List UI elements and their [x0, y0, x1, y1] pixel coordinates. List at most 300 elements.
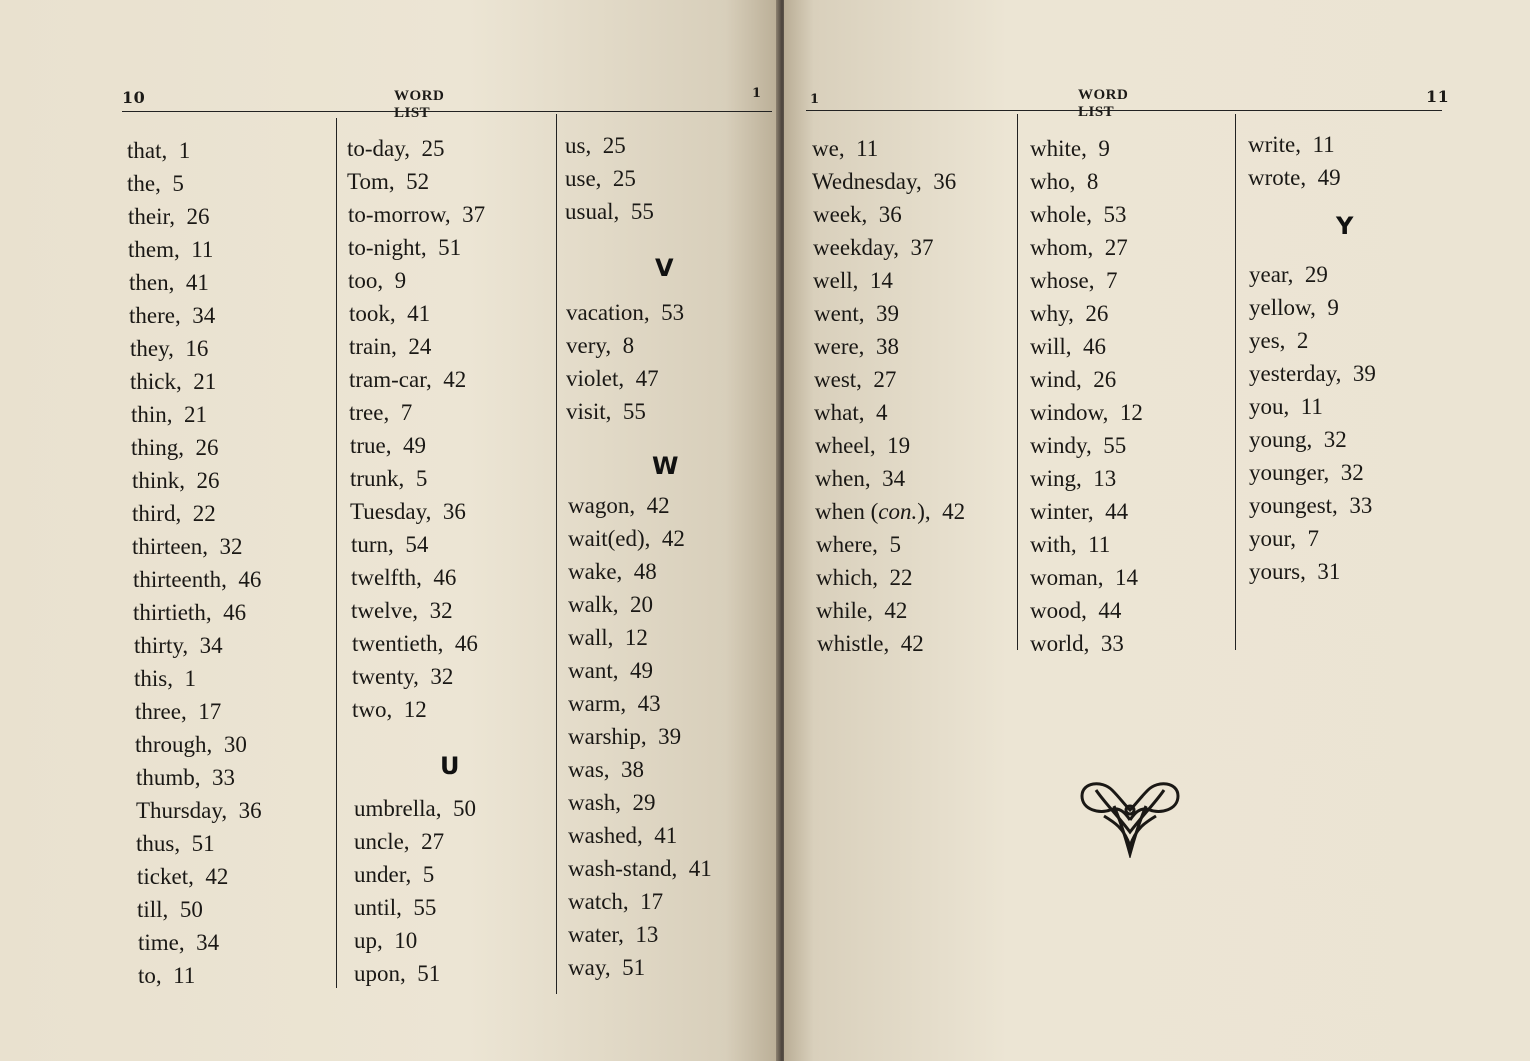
- entry-page-ref: 42: [900, 631, 924, 656]
- column-divider: [1235, 114, 1236, 650]
- entry-page-ref: 5: [889, 532, 901, 557]
- word-entry: [133, 600, 246, 626]
- entry-page-ref: 9: [1098, 136, 1110, 161]
- entry-word: up,: [354, 928, 383, 953]
- entry-page-ref: 53: [661, 300, 685, 325]
- word-entry: [135, 699, 221, 725]
- entry-page-ref: 49: [1317, 165, 1341, 190]
- word-entry: [137, 864, 228, 890]
- entry-word: wing,: [1030, 466, 1082, 491]
- word-entry: [1030, 301, 1108, 327]
- entry-word: three,: [135, 699, 187, 724]
- word-entry: [138, 930, 219, 956]
- entry-word: trunk,: [350, 466, 405, 491]
- entry-page-ref: 2: [1296, 328, 1309, 353]
- word-entry: [129, 303, 215, 329]
- entry-word: twelve,: [351, 598, 419, 623]
- entry-word: walk,: [568, 592, 619, 617]
- entry-page-ref: 46: [433, 565, 457, 590]
- entry-page-ref: 21: [193, 369, 217, 394]
- entry-word: water,: [568, 922, 624, 947]
- entry-word: your,: [1249, 526, 1296, 551]
- entry-page-ref: 55: [630, 199, 654, 224]
- entry-word: thin,: [131, 402, 173, 427]
- entry-word: whole,: [1030, 202, 1092, 227]
- entry-word: youngest,: [1249, 493, 1338, 518]
- entry-page-ref: 42: [443, 367, 467, 392]
- word-entry: [566, 366, 659, 392]
- entry-word: this,: [134, 666, 173, 691]
- word-entry: [568, 856, 712, 882]
- word-entry: [815, 466, 905, 492]
- word-entry: [354, 829, 444, 855]
- word-entry: [131, 435, 219, 461]
- word-entry: [135, 732, 247, 758]
- entry-word: watch,: [568, 889, 629, 914]
- entry-page-ref: 14: [869, 268, 893, 293]
- entry-page-ref: 8: [622, 333, 635, 358]
- entry-page-ref: 46: [223, 600, 247, 625]
- entry-page-ref: 14: [1114, 565, 1138, 590]
- entry-word: when,: [815, 466, 871, 491]
- entry-page-ref: 39: [658, 724, 682, 749]
- word-entry: [568, 526, 685, 552]
- entry-page-ref: 16: [185, 336, 209, 361]
- signature-mark: 1: [810, 92, 820, 107]
- entry-page-ref: 38: [875, 334, 899, 359]
- entry-word: wrote,: [1248, 165, 1307, 190]
- word-entry: [1030, 466, 1116, 492]
- entry-page-ref: 42: [661, 526, 685, 551]
- entry-page-ref: 49: [403, 433, 427, 458]
- word-entry: [1030, 202, 1126, 228]
- entry-word: umbrella,: [354, 796, 442, 821]
- word-entry: [568, 757, 644, 783]
- word-entry: [352, 664, 453, 690]
- entry-page-ref: 41: [688, 856, 712, 881]
- entry-page-ref: 27: [421, 829, 445, 854]
- word-entry: [349, 367, 466, 393]
- word-entry: [814, 400, 887, 426]
- entry-page-ref: 20: [629, 592, 653, 617]
- entry-word: to-day,: [347, 136, 411, 161]
- word-entry: [350, 466, 427, 492]
- entry-page-ref: 41: [654, 823, 678, 848]
- word-entry: [131, 402, 207, 428]
- entry-page-ref: 29: [632, 790, 656, 815]
- word-entry: [568, 592, 653, 618]
- entry-page-ref: 33: [1100, 631, 1124, 656]
- entry-word: then,: [129, 270, 175, 295]
- entry-page-ref: 37: [910, 235, 934, 260]
- entry-page-ref: 38: [621, 757, 645, 782]
- entry-word: well,: [813, 268, 859, 293]
- entry-page-ref: 41: [185, 270, 209, 295]
- entry-word: which,: [816, 565, 878, 590]
- entry-word: ticket,: [137, 864, 194, 889]
- entry-page-ref: 48: [633, 559, 657, 584]
- section-letter: V: [655, 254, 674, 282]
- word-entry: [814, 334, 899, 360]
- entry-page-ref: 4: [875, 400, 888, 425]
- word-entry: [1030, 598, 1121, 624]
- word-entry: [1249, 262, 1328, 288]
- entry-word: winter,: [1030, 499, 1094, 524]
- column-divider: [1017, 114, 1018, 650]
- word-entry: [568, 823, 677, 849]
- word-entry: [565, 166, 636, 192]
- entry-word: wall,: [568, 625, 614, 650]
- entry-word: was,: [568, 757, 610, 782]
- entry-page-ref: 17: [198, 699, 222, 724]
- entry-word: yesterday,: [1249, 361, 1342, 386]
- entry-page-ref: 46: [454, 631, 478, 656]
- entry-page-ref: 34: [192, 303, 216, 328]
- entry-page-ref: 51: [417, 961, 441, 986]
- word-entry: [568, 691, 661, 717]
- word-entry: [1030, 268, 1118, 294]
- word-entry: [812, 136, 878, 162]
- entry-word: thick,: [130, 369, 182, 394]
- entry-word: under,: [354, 862, 412, 887]
- entry-word: young,: [1249, 427, 1313, 452]
- entry-page-ref: 5: [415, 466, 428, 491]
- word-entry: [1249, 427, 1347, 453]
- entry-page-ref: 19: [887, 433, 911, 458]
- entry-page-ref: 34: [196, 930, 220, 955]
- entry-word: white,: [1030, 136, 1087, 161]
- entry-word: vacation,: [566, 300, 650, 325]
- word-entry: [1249, 460, 1364, 486]
- entry-word: thus,: [136, 831, 181, 856]
- entry-word: wake,: [568, 559, 623, 584]
- entry-word: woman,: [1030, 565, 1104, 590]
- word-entry: [127, 171, 184, 197]
- word-entry: [1030, 136, 1110, 162]
- word-entry: [566, 399, 646, 425]
- word-entry: [813, 268, 893, 294]
- entry-page-ref: 50: [179, 897, 203, 922]
- entry-word: two,: [352, 697, 393, 722]
- word-entry: [817, 631, 924, 657]
- entry-word: week,: [813, 202, 868, 227]
- word-entry: [350, 499, 466, 525]
- entry-word: warship,: [568, 724, 647, 749]
- word-entry: [351, 532, 428, 558]
- entry-word: warm,: [568, 691, 627, 716]
- entry-page-ref: 55: [622, 399, 646, 424]
- word-entry: [566, 300, 684, 326]
- entry-page-ref: 44: [1105, 499, 1129, 524]
- word-entry: [354, 895, 436, 921]
- word-entry: [568, 889, 663, 915]
- entry-word: third,: [132, 501, 182, 526]
- entry-page-ref: 13: [635, 922, 659, 947]
- entry-word: that,: [127, 138, 168, 163]
- entry-word: too,: [348, 268, 384, 293]
- entry-word: write,: [1248, 132, 1302, 157]
- entry-word: yellow,: [1249, 295, 1316, 320]
- entry-page-ref: 36: [878, 202, 902, 227]
- word-entry: [568, 625, 648, 651]
- entry-page-ref: 46: [1083, 334, 1107, 359]
- entry-page-ref: 51: [622, 955, 646, 980]
- word-entry: [1249, 295, 1339, 321]
- word-entry: [1030, 367, 1116, 393]
- entry-word: whom,: [1030, 235, 1094, 260]
- word-entry: [1030, 565, 1138, 591]
- entry-word: wagon,: [568, 493, 636, 518]
- word-entry: [1030, 169, 1098, 195]
- entry-word: thirty,: [134, 633, 189, 658]
- entry-word: us,: [565, 133, 592, 158]
- entry-page-ref: 11: [1312, 132, 1335, 157]
- entry-word: with,: [1030, 532, 1077, 557]
- word-entry: [568, 790, 656, 816]
- entry-page-ref: 32: [1340, 460, 1364, 485]
- entry-word: way,: [568, 955, 611, 980]
- word-entry: [816, 532, 901, 558]
- word-entry: [568, 922, 658, 948]
- entry-word: where,: [816, 532, 878, 557]
- entry-word: wood,: [1030, 598, 1087, 623]
- word-entry: [352, 631, 478, 657]
- entry-page-ref: 1: [178, 138, 191, 163]
- word-entry: [1030, 532, 1110, 558]
- entry-word: whose,: [1030, 268, 1095, 293]
- entry-page-ref: 11: [173, 963, 196, 988]
- entry-word: Tom,: [347, 169, 395, 194]
- word-entry: [354, 961, 440, 987]
- word-entry: [1030, 235, 1128, 261]
- entry-page-ref: 27: [873, 367, 897, 392]
- word-entry: [816, 598, 907, 624]
- entry-word: what,: [814, 400, 865, 425]
- entry-word: Wednesday,: [812, 169, 922, 194]
- entry-page-ref: 22: [192, 501, 216, 526]
- entry-word: their,: [128, 204, 175, 229]
- word-entry: [349, 334, 431, 360]
- word-entry: [129, 270, 209, 296]
- entry-word: twenty,: [352, 664, 419, 689]
- entry-page-ref: 55: [413, 895, 437, 920]
- entry-page-ref: 1: [184, 666, 196, 691]
- entry-word: thumb,: [136, 765, 201, 790]
- entry-page-ref: 21: [184, 402, 208, 427]
- word-entry: [568, 658, 653, 684]
- entry-word: the,: [127, 171, 161, 196]
- entry-word: went,: [814, 301, 865, 326]
- entry-word: wheel,: [815, 433, 876, 458]
- word-entry: [138, 963, 195, 989]
- entry-word: to-morrow,: [348, 202, 451, 227]
- entry-word: year,: [1249, 262, 1294, 287]
- entry-page-ref: 26: [1093, 367, 1117, 392]
- entry-word: want,: [568, 658, 619, 683]
- column-divider: [336, 118, 337, 988]
- entry-page-ref: 5: [422, 862, 435, 887]
- right-page: [784, 0, 1530, 1061]
- entry-page-ref: 7: [400, 400, 413, 425]
- word-entry: [134, 666, 196, 692]
- signature-mark: 1: [752, 86, 762, 101]
- entry-page-ref: 34: [199, 633, 223, 658]
- entry-word: windy,: [1030, 433, 1092, 458]
- entry-word: violet,: [566, 366, 625, 391]
- entry-word: them,: [128, 237, 180, 262]
- entry-word: to-night,: [348, 235, 427, 260]
- entry-word: through,: [135, 732, 213, 757]
- entry-page-ref: 7: [1106, 268, 1118, 293]
- entry-word: younger,: [1249, 460, 1330, 485]
- entry-page-ref: 37: [462, 202, 486, 227]
- word-entry: [814, 367, 896, 393]
- entry-page-ref: 36: [933, 169, 957, 194]
- entry-word: turn,: [351, 532, 394, 557]
- entry-page-ref: 17: [640, 889, 664, 914]
- word-entry: [348, 235, 461, 261]
- word-entry: [1249, 328, 1308, 354]
- word-entry: [132, 534, 243, 560]
- entry-word: world,: [1030, 631, 1090, 656]
- entry-page-ref: 43: [637, 691, 661, 716]
- section-letter: U: [440, 752, 460, 780]
- word-entry: [813, 202, 902, 228]
- entry-word: why,: [1030, 301, 1074, 326]
- word-entry: [347, 169, 429, 195]
- entry-page-ref: 33: [1349, 493, 1373, 518]
- entry-page-ref: 36: [238, 798, 262, 823]
- entry-word: wait(ed),: [568, 526, 651, 551]
- entry-page-ref: 11: [191, 237, 214, 262]
- celtic-knot-ornament-icon: [1074, 776, 1186, 858]
- entry-page-ref: 8: [1086, 169, 1099, 194]
- entry-page-ref: 42: [646, 493, 670, 518]
- entry-page-ref: 39: [1352, 361, 1376, 386]
- entry-page-ref: 25: [612, 166, 636, 191]
- word-entry: [1030, 334, 1106, 360]
- entry-word: thing,: [131, 435, 185, 460]
- word-entry: [1030, 400, 1143, 426]
- word-entry: [133, 567, 261, 593]
- entry-word: twentieth,: [352, 631, 444, 656]
- entry-page-ref: 31: [1317, 559, 1341, 584]
- entry-page-ref: 41: [407, 301, 431, 326]
- entry-page-ref: 7: [1307, 526, 1319, 551]
- entry-word: yes,: [1249, 328, 1286, 353]
- word-entry: [136, 765, 235, 791]
- entry-page-ref: 26: [186, 204, 210, 229]
- entry-word: were,: [814, 334, 865, 359]
- word-entry: [350, 433, 426, 459]
- page-number: 11: [1426, 87, 1450, 106]
- word-entry: [127, 138, 190, 164]
- entry-word: took,: [349, 301, 396, 326]
- word-entry: [130, 336, 208, 362]
- entry-page-ref: 53: [1103, 202, 1127, 227]
- entry-word: tree,: [349, 400, 390, 425]
- entry-page-ref: 12: [624, 625, 648, 650]
- entry-page-ref: 42: [205, 864, 229, 889]
- entry-word: time,: [138, 930, 185, 955]
- entry-word: washed,: [568, 823, 643, 848]
- entry-word: Tuesday,: [350, 499, 432, 524]
- running-title: WORD LIST: [1078, 87, 1129, 120]
- entry-page-ref: 27: [1104, 235, 1128, 260]
- entry-word: when (con.),: [815, 499, 931, 524]
- entry-word: visit,: [566, 399, 612, 424]
- word-entry: [354, 928, 417, 954]
- word-entry: [354, 796, 476, 822]
- entry-word: think,: [132, 468, 186, 493]
- word-entry: [130, 369, 216, 395]
- word-entry: [1249, 394, 1323, 420]
- word-entry: [351, 565, 456, 591]
- entry-word: you,: [1249, 394, 1290, 419]
- entry-page-ref: 11: [1088, 532, 1111, 557]
- word-entry: [137, 897, 203, 923]
- entry-word: while,: [816, 598, 873, 623]
- word-entry: [565, 133, 626, 159]
- entry-word: till,: [137, 897, 169, 922]
- word-entry: [348, 268, 406, 294]
- word-entry: [136, 831, 215, 857]
- word-entry: [815, 499, 965, 525]
- word-entry: [1248, 132, 1335, 158]
- word-entry: [352, 697, 427, 723]
- entry-word: Thursday,: [136, 798, 228, 823]
- entry-page-ref: 10: [394, 928, 418, 953]
- entry-page-ref: 5: [172, 171, 184, 196]
- word-entry: [134, 633, 223, 659]
- entry-word: very,: [566, 333, 612, 358]
- entry-word: thirteenth,: [133, 567, 227, 592]
- entry-page-ref: 32: [430, 664, 454, 689]
- entry-word: uncle,: [354, 829, 410, 854]
- word-entry: [1030, 499, 1128, 525]
- word-entry: [813, 235, 934, 261]
- entry-page-ref: 26: [196, 468, 220, 493]
- entry-word: who,: [1030, 169, 1076, 194]
- word-entry: [1249, 526, 1319, 552]
- entry-word: window,: [1030, 400, 1109, 425]
- entry-page-ref: 42: [884, 598, 908, 623]
- entry-word: usual,: [565, 199, 620, 224]
- entry-word: tram-car,: [349, 367, 432, 392]
- word-entry: [566, 333, 634, 359]
- word-entry: [565, 199, 654, 225]
- entry-page-ref: 55: [1103, 433, 1127, 458]
- entry-word: wind,: [1030, 367, 1082, 392]
- entry-page-ref: 36: [442, 499, 466, 524]
- entry-page-ref: 51: [191, 831, 215, 856]
- entry-word: wash-stand,: [568, 856, 678, 881]
- entry-word: until,: [354, 895, 402, 920]
- word-entry: [349, 400, 412, 426]
- word-entry: [347, 136, 445, 162]
- word-entry: [136, 798, 262, 824]
- entry-page-ref: 25: [421, 136, 445, 161]
- word-entry: [354, 862, 434, 888]
- entry-page-ref: 34: [882, 466, 906, 491]
- entry-page-ref: 13: [1093, 466, 1117, 491]
- entry-page-ref: 42: [942, 499, 966, 524]
- entry-page-ref: 29: [1304, 262, 1328, 287]
- entry-word: yours,: [1249, 559, 1306, 584]
- running-title: WORD LIST: [394, 88, 445, 121]
- entry-word: use,: [565, 166, 602, 191]
- word-entry: [351, 598, 453, 624]
